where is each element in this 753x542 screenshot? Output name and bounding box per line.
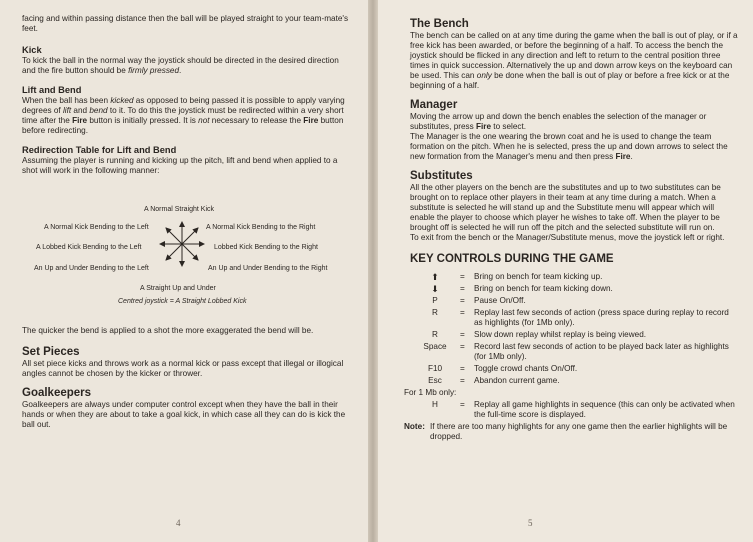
note-row (404, 422, 739, 442)
manager-text-2: The Manager is the one wearing the brown coat and he is used to change the team formation on the pitch. When he is selected, press the up and down arrows to select the new formation from the Manager's menu and then press Fire. (410, 132, 728, 161)
left-page (0, 0, 368, 542)
goalkeepers-heading: Goalkeepers (22, 387, 92, 399)
key-controls-list (404, 272, 739, 442)
set-pieces-heading: Set Pieces (22, 346, 80, 358)
page-number-left: 4 (176, 518, 181, 528)
key-row-space: Space = Record last few seconds of action to be played back later as highlights (for 1Mb only). (423, 342, 729, 361)
for-1mb-label: For 1 Mb only: (404, 388, 457, 397)
key-row-f10: F10 = Toggle crowd chants On/Off. (427, 364, 578, 373)
dir-up-left-label: A Normal Kick Bending to the Left (44, 224, 149, 231)
manager-text-1: Moving the arrow up and down the bench enables the selection of the manager or substitutes, press Fire to select. (410, 112, 707, 131)
kick-text: To kick the ball in the normal way the joystick should be directed in the desired direction and the fire button should be firmly pressed. (22, 56, 339, 75)
dir-down-left-label: An Up and Under Bending to the Left (34, 265, 149, 272)
dir-up-label: A Normal Straight Kick (144, 206, 215, 213)
goalkeepers-text: Goalkeepers are always under computer control except when they have the ball in their hands or when they are about to take a goal kick, in which case all they can do is kick the ball out. (22, 400, 346, 429)
up-arrow-icon: ⬆ (431, 272, 439, 282)
key-row-up: ⬆ = Bring on bench for team kicking up. (410, 272, 739, 282)
note-label: Note: (404, 422, 425, 431)
set-pieces-text: All set piece kicks and throws work as a normal kick or pass except that illegal or illogical angles cannot be chosen by the kicker or thrower. (22, 359, 344, 378)
redirection-diagram (22, 180, 352, 308)
key-row-r-replay: R = Replay last few seconds of action (press space during replay to record as highlights (for 1Mb only). (432, 308, 729, 327)
redirection-text: Assuming the player is running and kicking up the pitch, lift and bend when applied to a shot will work in the following manner: (22, 156, 338, 175)
dir-down-right-label: An Up and Under Bending to the Right (208, 265, 328, 272)
substitutes-heading: Substitutes (410, 170, 473, 182)
key-row-h: H = Replay all game highlights in sequence (this can only be activated when the full-time score is displayed. (432, 400, 735, 419)
note-text: If there are too many highlights for any one game then the earlier highlights will be dropped. (430, 422, 728, 441)
right-page (378, 0, 753, 542)
manager-heading: Manager (410, 99, 458, 111)
dir-left-label: A Lobbed Kick Bending to the Left (36, 244, 142, 251)
substitutes-text-1: All the other players on the bench are the substitutes and up to two substitutes can be brought on to replace other players in their team at any time during a match. When a substitute is selected he will stand up and the Substitute menu will appear which will enable the player to choose which player he wishes to take off. When the player to be brought off is selected he will run off the pitch and the selected substitute will run on. (410, 183, 721, 232)
dir-right-label: Lobbed Kick Bending to the Right (214, 244, 318, 251)
intro-text: facing and within passing distance then the ball will be played straight to your team-mate's feet. (22, 14, 349, 33)
bend-note-text: The quicker the bend is applied to a shot the more exaggerated the bend will be. (22, 326, 314, 335)
key-row-down: ⬇ = Bring on bench for team kicking down. (410, 284, 739, 294)
dir-down-label: A Straight Up and Under (140, 285, 216, 292)
page-gutter (368, 0, 378, 542)
kick-heading: Kick (22, 45, 42, 55)
lift-bend-heading: Lift and Bend (22, 85, 82, 95)
key-row-esc: Esc = Abandon current game. (428, 376, 560, 385)
substitutes-text-2: To exit from the bench or the Manager/Substitute menus, move the joystick left or right. (410, 233, 725, 242)
centred-joystick-caption: Centred joystick = A Straight Lobbed Kick (118, 298, 247, 305)
bench-text: The bench can be called on at any time during the game when the ball is out of play, or if a free kick has been awarded, or before the beginning of a half. To access the bench the joystick should be flicked in any direction and left to return to the central position three times in quick succession. Alternatively the up and down arrow keys on the keyboard can be used. This can only be done when the ball is out of play or before a free kick or at the beginning of a half. (410, 31, 738, 90)
key-controls-heading: KEY CONTROLS DURING THE GAME (410, 253, 614, 265)
key-row-p: P = Pause On/Off. (432, 296, 526, 305)
lift-bend-text: When the ball has been kicked as opposed to being passed it is possible to apply varying degrees of lift and bend to it. To do this the joystick must be redirected within a very short time after the Fire button is initially pressed. It is not necessary to release the Fire button before redirecting. (22, 96, 345, 135)
bench-heading: The Bench (410, 18, 469, 30)
redirection-heading: Redirection Table for Lift and Bend (22, 145, 177, 155)
page-number-right: 5 (528, 518, 533, 528)
key-row-r-slow: R = Slow down replay whilst replay is being viewed. (432, 330, 647, 339)
down-arrow-icon: ⬇ (431, 284, 439, 294)
dir-up-right-label: A Normal Kick Bending to the Right (206, 224, 316, 231)
